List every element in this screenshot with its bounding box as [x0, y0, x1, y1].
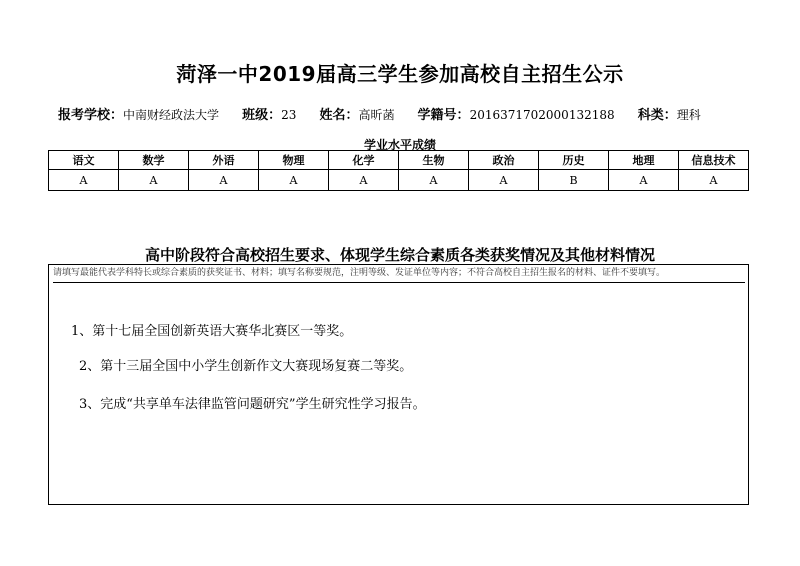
scores-header-row	[49, 151, 749, 170]
grade-cell: A	[329, 170, 399, 191]
class-label: 班级：	[242, 108, 282, 123]
awards-section-heading: 高中阶段符合高校招生要求、体现学生综合素质各类获奖情况及其他材料情况	[144, 246, 655, 264]
grade-cell: A	[679, 170, 749, 191]
scores-table	[48, 150, 749, 191]
awards-instructions: 请填写最能代表学科特长或综合素质的获奖证书、材料；填写名称要规范，注明等级、发证单位等内容；不符合高校自主招生报名的材料、证件不要填写。	[53, 267, 745, 283]
class-value: 23	[281, 108, 297, 122]
grade-cell: A	[49, 170, 119, 191]
name-value: 高昕菡	[358, 108, 395, 122]
page-title: 菏泽一中2019届高三学生参加高校自主招生公示	[176, 62, 624, 86]
scores-caption: 学业水平成绩	[363, 138, 436, 152]
award-item: 2、第十三届全国中小学生创新作文大赛现场复赛二等奖。	[79, 359, 413, 374]
subject-label: 科类：	[637, 108, 677, 123]
subject-header: 地理	[609, 151, 679, 170]
subject-header: 政治	[469, 151, 539, 170]
subject-header: 物理	[259, 151, 329, 170]
subject-header: 数学	[119, 151, 189, 170]
grade-cell: A	[119, 170, 189, 191]
scores-grade-row	[49, 170, 749, 191]
subject-value: 理科	[676, 108, 701, 122]
award-item: 3、完成“共享单车法律监管问题研究”学生研究性学习报告。	[79, 397, 426, 412]
subject-header: 外语	[189, 151, 259, 170]
subject-header: 历史	[539, 151, 609, 170]
student-id-label: 学籍号：	[417, 108, 470, 123]
grade-cell: A	[259, 170, 329, 191]
grade-cell: A	[609, 170, 679, 191]
name-label: 姓名：	[319, 108, 359, 123]
subject-header: 语文	[49, 151, 119, 170]
student-info-row	[58, 104, 758, 123]
subject-header: 化学	[329, 151, 399, 170]
award-item: 1、第十七届全国创新英语大赛华北赛区一等奖。	[71, 324, 353, 339]
awards-box	[48, 264, 749, 505]
grade-cell: A	[399, 170, 469, 191]
grade-cell: A	[189, 170, 259, 191]
subject-header: 信息技术	[679, 151, 749, 170]
grade-cell: A	[469, 170, 539, 191]
school-value: 中南财经政法大学	[123, 108, 220, 122]
subject-header: 生物	[399, 151, 469, 170]
student-id-value: 2016371702000132188	[469, 108, 615, 122]
grade-cell: B	[539, 170, 609, 191]
school-label: 报考学校：	[58, 108, 124, 123]
